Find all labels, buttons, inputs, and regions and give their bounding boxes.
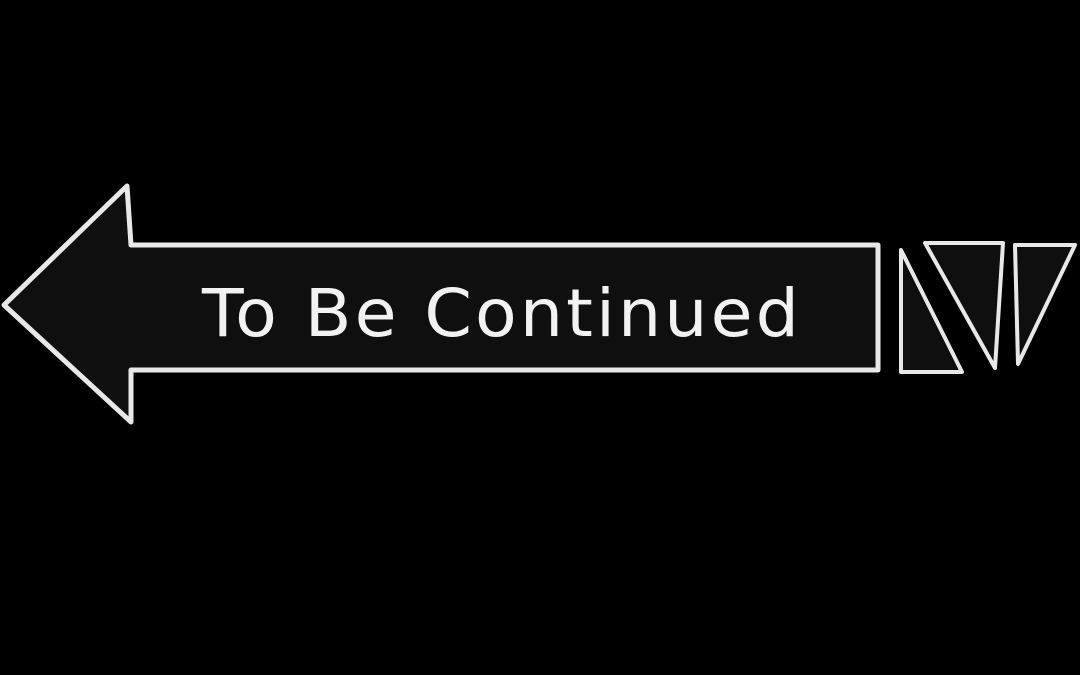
emblem-right-piece [1015,245,1075,364]
triangle-emblem-icon [901,243,1075,372]
banner-text: To Be Continued [200,275,803,352]
